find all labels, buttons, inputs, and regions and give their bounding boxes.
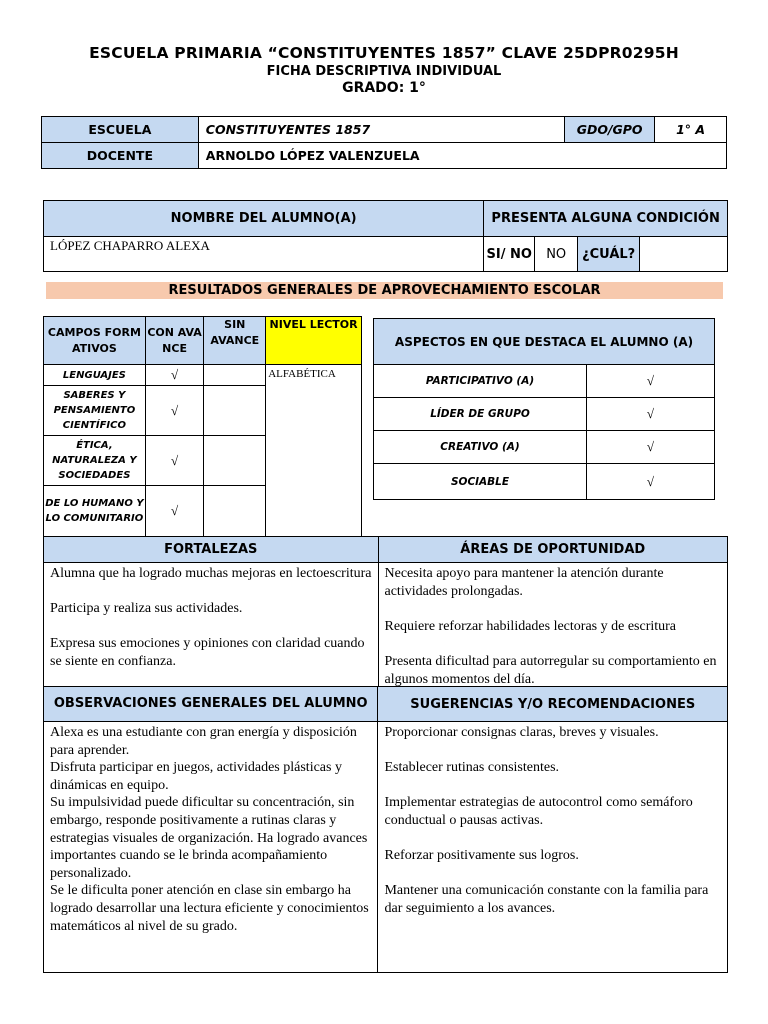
- si-no-label: SI/ NO: [484, 237, 535, 272]
- oportunidad-header: ÁREAS DE OPORTUNIDAD: [378, 537, 728, 563]
- col-nivel-header: NIVEL LECTOR: [266, 317, 362, 365]
- sugerencia-item: Reforzar positivamente sus logros.: [384, 848, 579, 864]
- student-name-value: LÓPEZ CHAPARRO ALEXA: [44, 237, 484, 272]
- campo-row-con: √: [145, 386, 204, 436]
- fortaleza-item: Expresa sus emociones y opiniones con claridad cuando se siente en confianza.: [50, 636, 365, 669]
- col-sin-header: SIN AVANCE: [204, 317, 266, 365]
- col-con-header: CON AVANCE: [145, 317, 204, 365]
- student-name-label: NOMBRE DEL ALUMNO(A): [44, 201, 484, 237]
- escuela-value: CONSTITUYENTES 1857: [198, 117, 564, 143]
- cual-value: [640, 237, 728, 272]
- aspecto-row-mark: √: [587, 398, 715, 431]
- fortaleza-item: Alumna que ha logrado muchas mejoras en lectoescritura: [50, 566, 372, 581]
- campo-row-sin: [204, 486, 266, 537]
- aspectos-title: ASPECTOS EN QUE DESTACA EL ALUMNO (A): [374, 319, 715, 365]
- fortalezas-content: [44, 563, 379, 691]
- campo-row-sin: [204, 436, 266, 486]
- student-table: [43, 200, 728, 272]
- fortaleza-item: Participa y realiza sus actividades.: [50, 601, 243, 617]
- oportunidad-content: [378, 563, 728, 691]
- campo-row-con: √: [145, 486, 204, 537]
- observaciones-table: [43, 686, 728, 973]
- grade-heading: GRADO: 1°: [342, 80, 426, 96]
- aspecto-row-mark: √: [587, 431, 715, 464]
- gdo-label: GDO/GPO: [565, 117, 655, 143]
- campo-row-sin: [204, 386, 266, 436]
- no-value: NO: [535, 237, 578, 272]
- aspecto-row-mark: √: [587, 464, 715, 500]
- observacion-item: Alexa es una estudiante con gran energía y disposición para aprender.: [50, 725, 357, 758]
- sugerencia-item: Proporcionar consignas claras, breves y visuales.: [384, 725, 659, 740]
- aspecto-row-name: PARTICIPATIVO (A): [374, 365, 587, 398]
- document-subtitle: FICHA DESCRIPTIVA INDIVIDUAL: [266, 64, 502, 79]
- sugerencia-item: Establecer rutinas consistentes.: [384, 760, 560, 776]
- condition-label: PRESENTA ALGUNA CONDICIÓN: [484, 201, 728, 237]
- school-info-table: [41, 116, 727, 169]
- sugerencias-header: SUGERENCIAS Y/O RECOMENDACIONES: [378, 687, 728, 722]
- gdo-value: 1° A: [655, 117, 727, 143]
- aspecto-row-name: SOCIABLE: [374, 464, 587, 500]
- observacion-item: Su impulsividad puede dificultar su concentración, sin embargo, responde positivamente a rutinas claras y estrategias visuales de organización. Ha logrado avances importantes cuando se le brinda acompañamiento personalizado.: [50, 795, 368, 881]
- aspecto-row-mark: √: [587, 365, 715, 398]
- fortalezas-table: [43, 536, 728, 691]
- docente-value: ARNOLDO LÓPEZ VALENZUELA: [198, 143, 726, 169]
- col-campos-header: CAMPOS FORMATIVOS: [44, 317, 146, 365]
- sugerencia-item: Mantener una comunicación constante con la familia para dar seguimiento a los avances.: [384, 883, 709, 916]
- sugerencia-item: Implementar estrategias de autocontrol como semáforo conductual o pausas activas.: [384, 795, 693, 828]
- oportunidad-item: Necesita apoyo para mantener la atención durante actividades prolongadas.: [384, 566, 664, 599]
- observacion-item: Disfruta participar en juegos, actividades plásticas y dinámicas en equipo.: [50, 760, 342, 793]
- oportunidad-item: Presenta dificultad para autorregular su comportamiento en algunos momentos del día.: [384, 653, 717, 687]
- campo-row-con: √: [145, 436, 204, 486]
- campo-row-name: ÉTICA, NATURALEZA Y SOCIEDADES: [44, 436, 146, 486]
- document-title: ESCUELA PRIMARIA “CONSTITUYENTES 1857” CLAVE 25DPR0295H: [89, 44, 679, 62]
- cual-label: ¿CUÁL?: [578, 237, 640, 272]
- aspectos-table: [373, 318, 715, 500]
- observaciones-header: OBSERVACIONES GENERALES DEL ALUMNO: [44, 687, 378, 722]
- campos-table: [43, 316, 362, 537]
- campo-row-name: SABERES Y PENSAMIENTO CIENTÍFICO: [44, 386, 146, 436]
- campo-row-name: LENGUAJES: [44, 365, 146, 386]
- nivel-lector-value: ALFABÉTICA: [266, 365, 362, 537]
- results-banner: RESULTADOS GENERALES DE APROVECHAMIENTO ESCOLAR: [46, 282, 723, 299]
- aspecto-row-name: CREATIVO (A): [374, 431, 587, 464]
- campo-row-con: √: [145, 365, 204, 386]
- aspecto-row-name: LÍDER DE GRUPO: [374, 398, 587, 431]
- escuela-label: ESCUELA: [42, 117, 199, 143]
- campo-row-sin: [204, 365, 266, 386]
- sugerencias-content: [378, 722, 728, 973]
- observacion-item: Se le dificulta poner atención en clase sin embargo ha logrado desarrollar una lectura eficiente y conocimientos matemáticos al nivel de su grado.: [50, 883, 369, 934]
- docente-label: DOCENTE: [42, 143, 199, 169]
- observaciones-content: [44, 722, 378, 973]
- oportunidad-item: Requiere reforzar habilidades lectoras y de escritura: [384, 618, 677, 634]
- campo-row-name: DE LO HUMANO Y LO COMUNITARIO: [44, 486, 146, 537]
- fortalezas-header: FORTALEZAS: [44, 537, 379, 563]
